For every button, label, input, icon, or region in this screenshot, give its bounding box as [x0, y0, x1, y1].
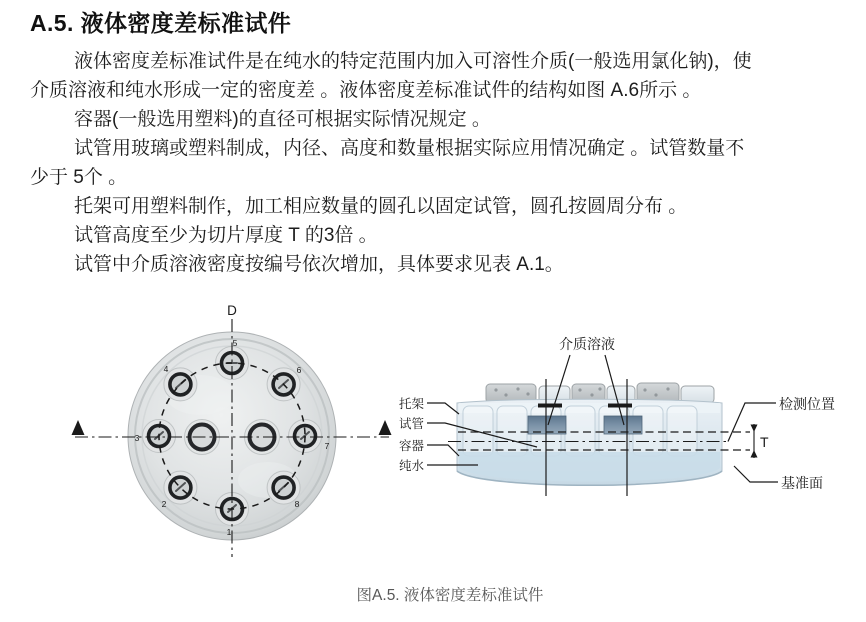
tube-number: 3 [134, 433, 140, 443]
side-view-photo [457, 383, 722, 485]
water-label: 纯水 [398, 459, 424, 473]
body-line: 试管中介质溶液密度按编号依次增加，具体要求见表 A.1。 [74, 254, 564, 275]
body-line: 少于 5个 。 [30, 167, 128, 188]
solution-band-right [604, 416, 642, 434]
body-line: 托架可用塑料制作，加工相应数量的圆孔以固定试管，圆孔按圆周分布 。 [74, 196, 688, 217]
body-line: 试管高度至少为切片厚度 T 的3倍 。 [74, 225, 378, 246]
datum-leader [734, 466, 778, 482]
bracket-label: 托架 [398, 397, 424, 411]
solution-band-left [528, 416, 566, 434]
tube-position [164, 471, 197, 504]
solution-label: 介质溶液 [559, 336, 615, 352]
container-leader [427, 445, 459, 456]
diameter-label: D [227, 303, 237, 318]
tube-number: 1 [226, 527, 232, 537]
dim-arrow-up [751, 450, 758, 458]
tube-number: 7 [324, 441, 330, 451]
body-line: 容器(一般选用塑料)的直径可根据实际情况规定 。 [74, 109, 491, 130]
body-line: 介质溶液和纯水形成一定的密度差 。液体密度差标准试件的结构如图 A.6所示 。 [30, 80, 702, 101]
section-arrow-right [379, 420, 392, 435]
tube-number: 6 [296, 365, 302, 375]
bracket-leader [427, 403, 459, 414]
datum-plane-label: 基准面 [781, 475, 823, 491]
detect-position-label: 检测位置 [779, 396, 835, 412]
figure-caption: 图A.5. 液体密度差标准试件 [356, 587, 544, 604]
section-arrow-left [72, 420, 85, 435]
tube-number: 2 [161, 499, 167, 509]
thickness-label: T [760, 434, 769, 450]
container-label: 容器 [398, 439, 424, 453]
dim-arrow-down [751, 425, 758, 433]
detect-leader [728, 403, 776, 442]
tube-number: 5 [232, 338, 238, 348]
tube-number: 4 [163, 364, 169, 374]
tube-position [164, 368, 197, 401]
tube-number: 8 [294, 499, 300, 509]
tube-bodies [463, 406, 697, 456]
body-line: 试管用玻璃或塑料制成，内径、高度和数量根据实际应用情况确定 。试管数量不 [74, 138, 745, 159]
pure-water-region [459, 452, 720, 482]
body-line: 液体密度差标准试件是在纯水的特定范围内加入可溶性介质(一般选用氯化钠)，使 [74, 51, 752, 72]
tube-label: 试管 [398, 417, 424, 431]
section-heading: A.5. 液体密度差标准试件 [30, 10, 292, 36]
